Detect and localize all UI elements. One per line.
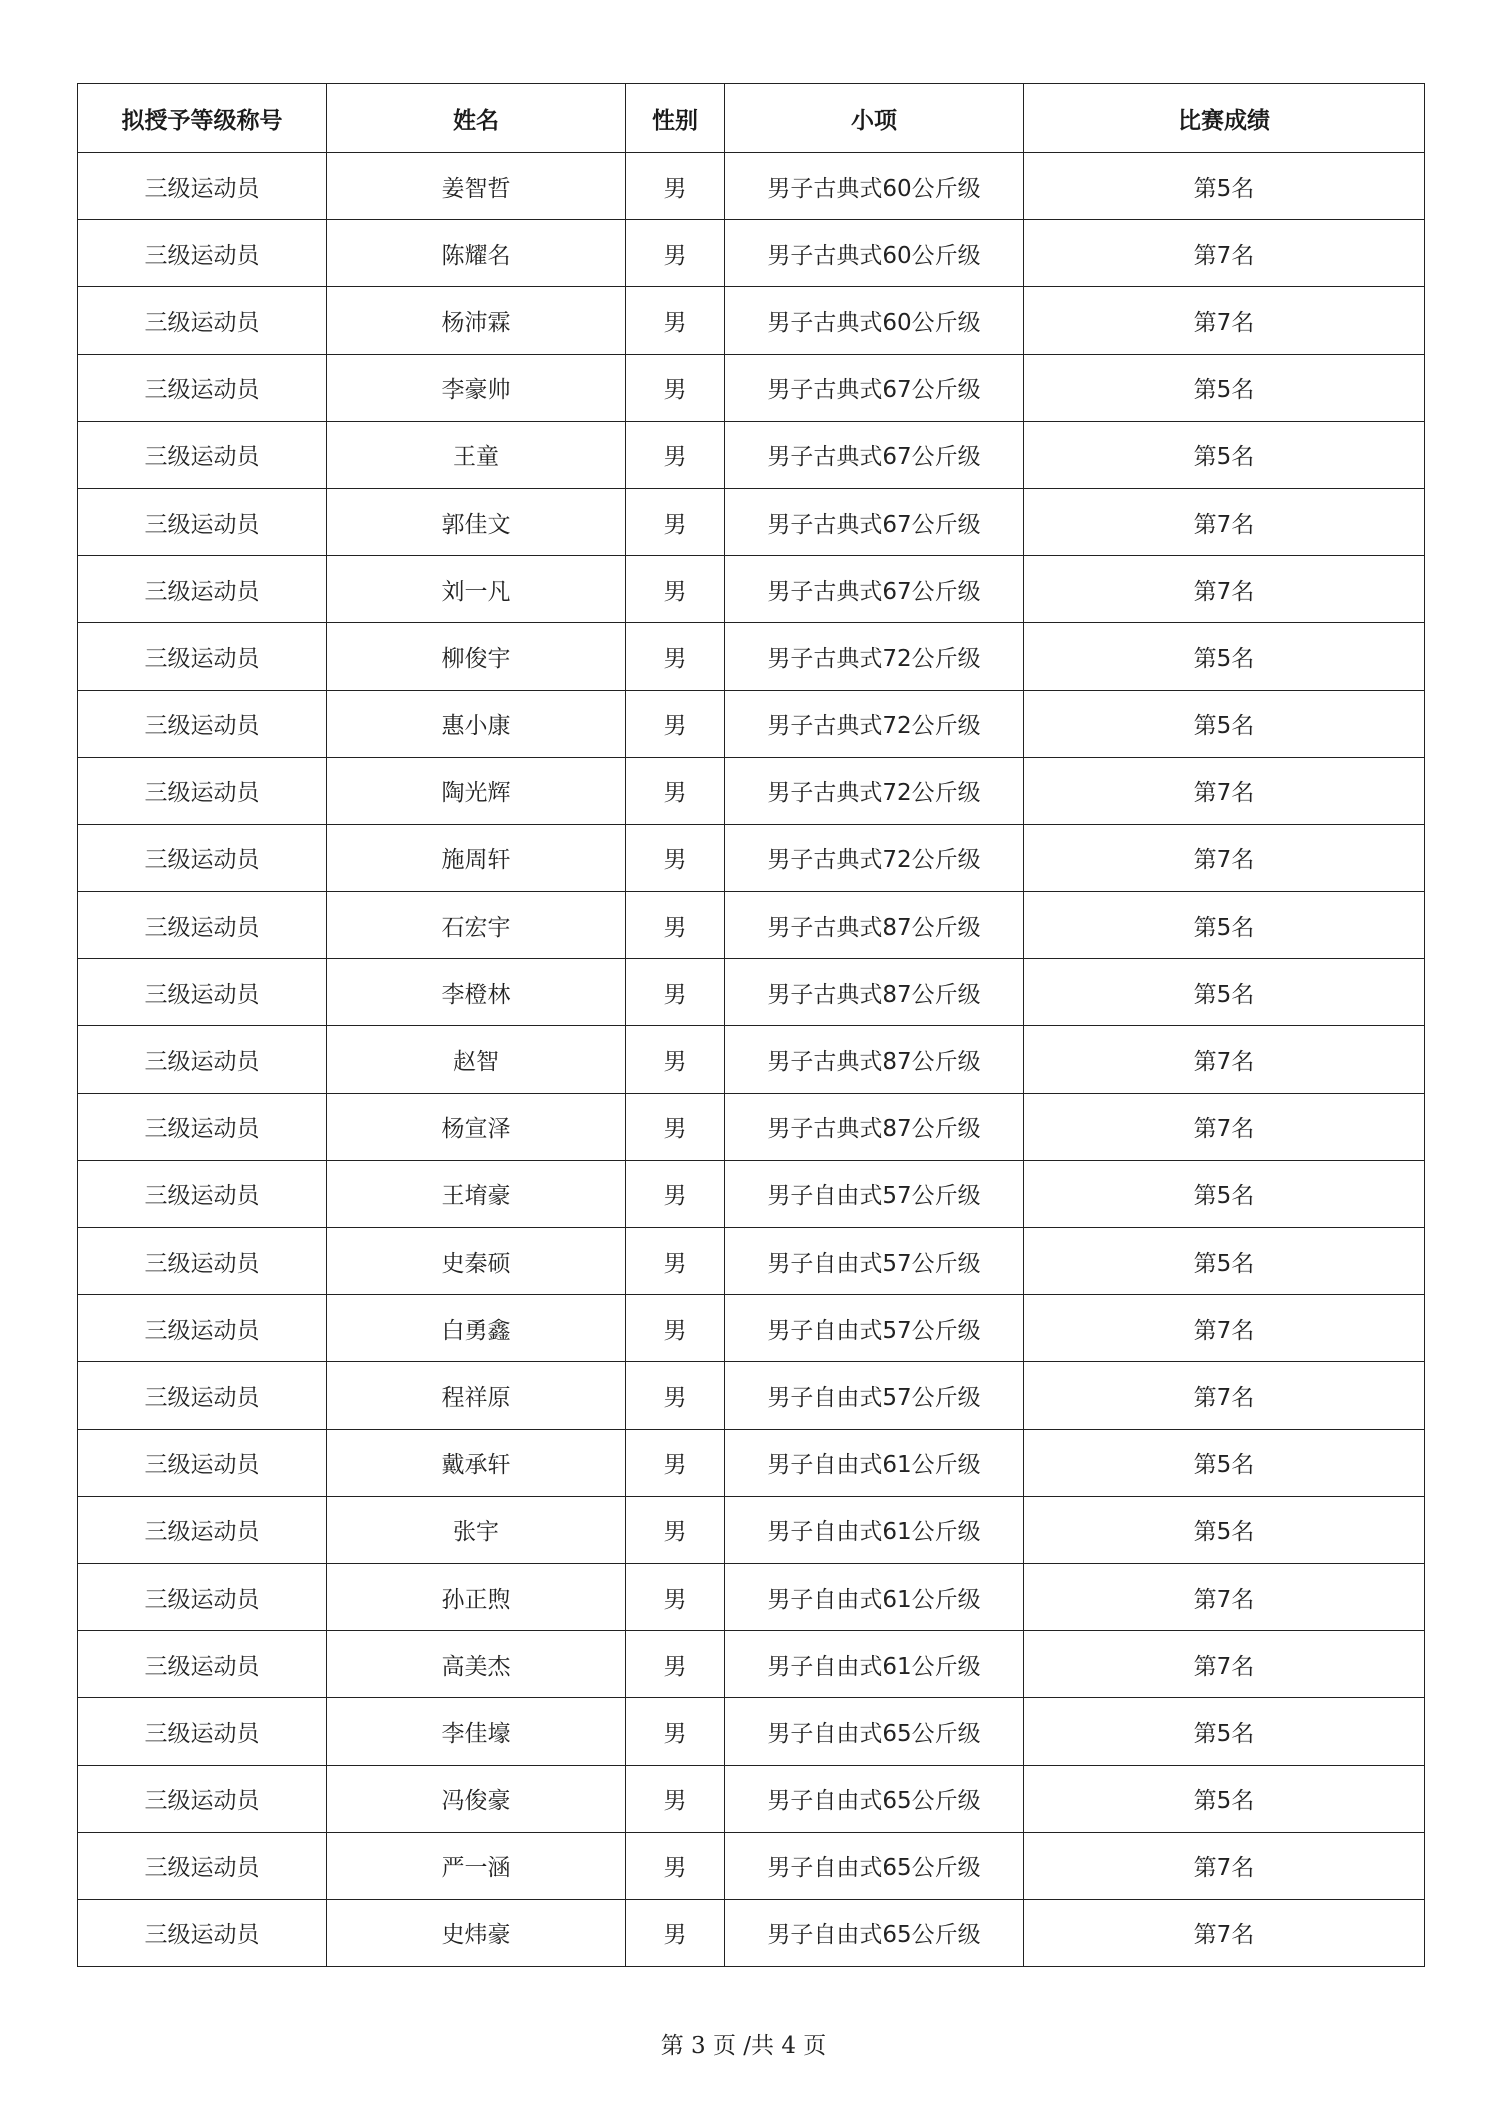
cell-gender: 男 <box>626 1765 725 1832</box>
cell-title-level: 三级运动员 <box>78 1093 327 1160</box>
table-row <box>78 690 1425 757</box>
cell-result: 第7名 <box>1024 1026 1425 1093</box>
table-row <box>78 1362 1425 1429</box>
table-row <box>78 1563 1425 1630</box>
cell-event: 男子古典式60公斤级 <box>725 287 1024 354</box>
cell-title-level: 三级运动员 <box>78 220 327 287</box>
cell-gender: 男 <box>626 1899 725 1966</box>
table-row <box>78 1160 1425 1227</box>
cell-result: 第5名 <box>1024 1160 1425 1227</box>
cell-name: 柳俊宇 <box>327 623 626 690</box>
cell-name: 高美杰 <box>327 1631 626 1698</box>
table-row <box>78 757 1425 824</box>
header-result: 比赛成绩 <box>1024 84 1425 153</box>
cell-event: 男子古典式67公斤级 <box>725 556 1024 623</box>
table-row <box>78 421 1425 488</box>
cell-title-level: 三级运动员 <box>78 1631 327 1698</box>
cell-name: 程祥原 <box>327 1362 626 1429</box>
header-name: 姓名 <box>327 84 626 153</box>
cell-event: 男子古典式87公斤级 <box>725 1093 1024 1160</box>
cell-event: 男子古典式60公斤级 <box>725 153 1024 220</box>
cell-event: 男子古典式72公斤级 <box>725 757 1024 824</box>
cell-name: 陶光辉 <box>327 757 626 824</box>
cell-event: 男子古典式67公斤级 <box>725 354 1024 421</box>
cell-result: 第7名 <box>1024 1631 1425 1698</box>
cell-gender: 男 <box>626 959 725 1026</box>
cell-result: 第7名 <box>1024 287 1425 354</box>
cell-title-level: 三级运动员 <box>78 824 327 891</box>
cell-gender: 男 <box>626 892 725 959</box>
cell-event: 男子自由式65公斤级 <box>725 1832 1024 1899</box>
table-row <box>78 1698 1425 1765</box>
cell-result: 第5名 <box>1024 1429 1425 1496</box>
cell-name: 赵智 <box>327 1026 626 1093</box>
cell-gender: 男 <box>626 1295 725 1362</box>
cell-name: 戴承轩 <box>327 1429 626 1496</box>
cell-event: 男子古典式72公斤级 <box>725 690 1024 757</box>
cell-title-level: 三级运动员 <box>78 757 327 824</box>
cell-name: 史炜豪 <box>327 1899 626 1966</box>
cell-event: 男子古典式72公斤级 <box>725 824 1024 891</box>
cell-name: 杨沛霖 <box>327 287 626 354</box>
cell-gender: 男 <box>626 1228 725 1295</box>
cell-result: 第5名 <box>1024 959 1425 1026</box>
cell-gender: 男 <box>626 690 725 757</box>
cell-result: 第7名 <box>1024 1362 1425 1429</box>
cell-title-level: 三级运动员 <box>78 287 327 354</box>
header-gender: 性别 <box>626 84 725 153</box>
cell-title-level: 三级运动员 <box>78 1295 327 1362</box>
cell-event: 男子自由式65公斤级 <box>725 1698 1024 1765</box>
table-row <box>78 556 1425 623</box>
cell-result: 第5名 <box>1024 153 1425 220</box>
page-number: 第 3 页 /共 4 页 <box>660 2033 827 2059</box>
cell-title-level: 三级运动员 <box>78 1362 327 1429</box>
cell-event: 男子自由式57公斤级 <box>725 1160 1024 1227</box>
cell-event: 男子古典式67公斤级 <box>725 421 1024 488</box>
cell-event: 男子古典式72公斤级 <box>725 623 1024 690</box>
cell-title-level: 三级运动员 <box>78 959 327 1026</box>
cell-event: 男子自由式57公斤级 <box>725 1295 1024 1362</box>
cell-gender: 男 <box>626 354 725 421</box>
cell-result: 第5名 <box>1024 354 1425 421</box>
cell-event: 男子自由式65公斤级 <box>725 1899 1024 1966</box>
cell-result: 第7名 <box>1024 1899 1425 1966</box>
cell-title-level: 三级运动员 <box>78 1765 327 1832</box>
cell-title-level: 三级运动员 <box>78 421 327 488</box>
cell-title-level: 三级运动员 <box>78 556 327 623</box>
table-row <box>78 153 1425 220</box>
table-row <box>78 1899 1425 1966</box>
cell-result: 第5名 <box>1024 1765 1425 1832</box>
cell-gender: 男 <box>626 1563 725 1630</box>
cell-name: 施周轩 <box>327 824 626 891</box>
cell-event: 男子古典式60公斤级 <box>725 220 1024 287</box>
cell-gender: 男 <box>626 824 725 891</box>
table-row <box>78 354 1425 421</box>
cell-result: 第7名 <box>1024 1832 1425 1899</box>
cell-gender: 男 <box>626 1429 725 1496</box>
cell-gender: 男 <box>626 1832 725 1899</box>
cell-result: 第5名 <box>1024 1698 1425 1765</box>
cell-event: 男子自由式61公斤级 <box>725 1631 1024 1698</box>
table-row <box>78 1295 1425 1362</box>
cell-event: 男子古典式87公斤级 <box>725 959 1024 1026</box>
cell-gender: 男 <box>626 1698 725 1765</box>
cell-name: 李佳壕 <box>327 1698 626 1765</box>
table-row <box>78 824 1425 891</box>
table-body <box>78 153 1425 1967</box>
cell-result: 第5名 <box>1024 1228 1425 1295</box>
cell-name: 陈耀名 <box>327 220 626 287</box>
cell-result: 第7名 <box>1024 220 1425 287</box>
table-row <box>78 1026 1425 1093</box>
cell-name: 李橙林 <box>327 959 626 1026</box>
cell-result: 第7名 <box>1024 1295 1425 1362</box>
cell-name: 史秦硕 <box>327 1228 626 1295</box>
cell-title-level: 三级运动员 <box>78 1429 327 1496</box>
cell-name: 张宇 <box>327 1496 626 1563</box>
cell-event: 男子自由式57公斤级 <box>725 1362 1024 1429</box>
cell-gender: 男 <box>626 421 725 488</box>
cell-name: 严一涵 <box>327 1832 626 1899</box>
header-event: 小项 <box>725 84 1024 153</box>
cell-name: 冯俊豪 <box>327 1765 626 1832</box>
cell-result: 第7名 <box>1024 757 1425 824</box>
cell-name: 杨宣泽 <box>327 1093 626 1160</box>
cell-gender: 男 <box>626 153 725 220</box>
cell-gender: 男 <box>626 556 725 623</box>
cell-name: 石宏宇 <box>327 892 626 959</box>
cell-name: 孙正煦 <box>327 1563 626 1630</box>
cell-gender: 男 <box>626 1362 725 1429</box>
table-row <box>78 287 1425 354</box>
cell-event: 男子自由式61公斤级 <box>725 1563 1024 1630</box>
table-header-row <box>78 84 1425 153</box>
header-title-level: 拟授予等级称号 <box>78 84 327 153</box>
table-row <box>78 220 1425 287</box>
table-row <box>78 1631 1425 1698</box>
cell-result: 第7名 <box>1024 556 1425 623</box>
table-row <box>78 1765 1425 1832</box>
cell-event: 男子古典式87公斤级 <box>725 1026 1024 1093</box>
cell-title-level: 三级运动员 <box>78 1899 327 1966</box>
table-row <box>78 959 1425 1026</box>
table-row <box>78 488 1425 555</box>
cell-event: 男子自由式65公斤级 <box>725 1765 1024 1832</box>
cell-event: 男子古典式67公斤级 <box>725 488 1024 555</box>
cell-result: 第7名 <box>1024 488 1425 555</box>
cell-name: 李豪帅 <box>327 354 626 421</box>
cell-result: 第5名 <box>1024 1496 1425 1563</box>
cell-title-level: 三级运动员 <box>78 354 327 421</box>
cell-title-level: 三级运动员 <box>78 892 327 959</box>
cell-gender: 男 <box>626 1160 725 1227</box>
table-row <box>78 1228 1425 1295</box>
cell-name: 王童 <box>327 421 626 488</box>
cell-event: 男子古典式87公斤级 <box>725 892 1024 959</box>
cell-gender: 男 <box>626 757 725 824</box>
cell-title-level: 三级运动员 <box>78 623 327 690</box>
cell-title-level: 三级运动员 <box>78 153 327 220</box>
cell-event: 男子自由式61公斤级 <box>725 1496 1024 1563</box>
cell-event: 男子自由式57公斤级 <box>725 1228 1024 1295</box>
cell-result: 第7名 <box>1024 1093 1425 1160</box>
cell-gender: 男 <box>626 1496 725 1563</box>
cell-title-level: 三级运动员 <box>78 1496 327 1563</box>
cell-title-level: 三级运动员 <box>78 690 327 757</box>
table-row <box>78 892 1425 959</box>
cell-name: 白勇鑫 <box>327 1295 626 1362</box>
cell-title-level: 三级运动员 <box>78 1563 327 1630</box>
cell-gender: 男 <box>626 220 725 287</box>
cell-title-level: 三级运动员 <box>78 1832 327 1899</box>
cell-title-level: 三级运动员 <box>78 1026 327 1093</box>
table-row <box>78 1429 1425 1496</box>
cell-name: 惠小康 <box>327 690 626 757</box>
cell-gender: 男 <box>626 1631 725 1698</box>
cell-name: 刘一凡 <box>327 556 626 623</box>
cell-title-level: 三级运动员 <box>78 1698 327 1765</box>
cell-name: 郭佳文 <box>327 488 626 555</box>
cell-title-level: 三级运动员 <box>78 1228 327 1295</box>
cell-result: 第5名 <box>1024 690 1425 757</box>
cell-gender: 男 <box>626 488 725 555</box>
cell-result: 第5名 <box>1024 421 1425 488</box>
cell-gender: 男 <box>626 623 725 690</box>
table-row <box>78 1496 1425 1563</box>
cell-gender: 男 <box>626 287 725 354</box>
cell-gender: 男 <box>626 1093 725 1160</box>
cell-event: 男子自由式61公斤级 <box>725 1429 1024 1496</box>
cell-name: 姜智哲 <box>327 153 626 220</box>
cell-result: 第7名 <box>1024 824 1425 891</box>
athlete-roster-table <box>77 83 1425 1967</box>
cell-result: 第5名 <box>1024 623 1425 690</box>
cell-result: 第7名 <box>1024 1563 1425 1630</box>
table-row <box>78 1093 1425 1160</box>
cell-result: 第5名 <box>1024 892 1425 959</box>
table-row <box>78 1832 1425 1899</box>
cell-gender: 男 <box>626 1026 725 1093</box>
cell-title-level: 三级运动员 <box>78 1160 327 1227</box>
cell-name: 王堉豪 <box>327 1160 626 1227</box>
cell-title-level: 三级运动员 <box>78 488 327 555</box>
table-row <box>78 623 1425 690</box>
